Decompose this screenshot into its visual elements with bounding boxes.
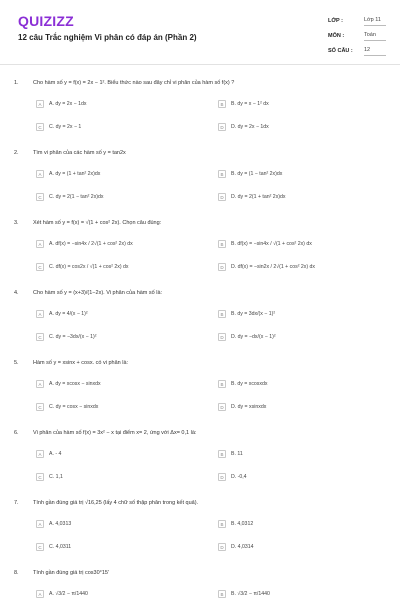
option-d[interactable] — [218, 193, 378, 203]
option-text: C. 4,0311 — [49, 544, 72, 550]
option-text: D. 4,0314 — [231, 544, 254, 550]
option-letter-box: D — [218, 263, 226, 271]
option-text: C. dy = 2x − 1 — [49, 124, 82, 130]
option-text: A. dy = (1 + tan² 2x)dx — [49, 171, 101, 177]
question-number: 1. — [14, 80, 19, 86]
option-letter-box: B — [218, 100, 226, 108]
option-a[interactable] — [36, 100, 196, 110]
question-text: Tính gần đúng giá trị cos30°15' — [33, 570, 110, 576]
question-text: Xét hàm số y = f(x) = √(1 + cos² 2x). Chọn câu đúng: — [33, 220, 162, 226]
meta-label: MÔN : — [328, 33, 345, 39]
option-text: D. dy = −dx/(x − 1)² — [231, 334, 276, 340]
option-text: B. dy = 3dx/(x − 1)² — [231, 311, 276, 317]
option-letter-box: A — [36, 520, 44, 528]
option-c[interactable] — [36, 473, 196, 483]
option-letter-box: C — [36, 193, 44, 201]
option-text: A. dy = xcosx − sinxdx — [49, 381, 101, 387]
option-a[interactable] — [36, 450, 196, 460]
meta-subject — [328, 29, 388, 43]
option-d[interactable] — [218, 123, 378, 133]
option-letter-box: B — [218, 170, 226, 178]
option-letter-box: A — [36, 590, 44, 598]
question-number: 3. — [14, 220, 19, 226]
option-text: D. dy = 2x − 1dx — [231, 124, 269, 130]
quizizz-logo: QUIZIZZ — [18, 13, 74, 29]
option-text: D. -0,4 — [231, 474, 247, 480]
header-divider — [0, 64, 400, 65]
option-d[interactable] — [218, 333, 378, 343]
option-b[interactable] — [218, 450, 378, 460]
meta-grade — [328, 14, 388, 28]
option-text: A. dy = 2x − 1dx — [49, 101, 87, 107]
option-text: B. dy = (1 − tan² 2x)dx — [231, 171, 283, 177]
option-text: B. 4,0312 — [231, 521, 254, 527]
option-a[interactable] — [36, 310, 196, 320]
question-number: 2. — [14, 150, 19, 156]
option-letter-box: C — [36, 473, 44, 481]
question-text: Tính gần đúng giá trị √16,25 (lấy 4 chữ số thập phân trong kết quả). — [33, 500, 199, 506]
option-letter-box: D — [218, 123, 226, 131]
option-b[interactable] — [218, 590, 378, 600]
option-b[interactable] — [218, 380, 378, 390]
option-b[interactable] — [218, 240, 378, 250]
option-c[interactable] — [36, 543, 196, 553]
meta-value: Toán — [364, 32, 386, 41]
option-text: A. dy = 4/(x − 1)² — [49, 311, 88, 317]
option-letter-box: C — [36, 333, 44, 341]
option-a[interactable] — [36, 240, 196, 250]
question-number: 5. — [14, 360, 19, 366]
option-text: B. 11 — [231, 451, 243, 457]
option-letter-box: D — [218, 473, 226, 481]
option-c[interactable] — [36, 193, 196, 203]
option-b[interactable] — [218, 170, 378, 180]
meta-value: Lớp 11 — [364, 17, 386, 26]
option-letter-box: A — [36, 100, 44, 108]
option-text: C. dy = cosx − sinxdx — [49, 404, 99, 410]
option-c[interactable] — [36, 403, 196, 413]
option-text: B. √3/2 − π/1440 — [231, 591, 270, 597]
option-letter-box: A — [36, 170, 44, 178]
option-text: A. 4,0313 — [49, 521, 72, 527]
option-text: D. dy = xsinxdx — [231, 404, 267, 410]
option-b[interactable] — [218, 100, 378, 110]
option-text: C. dy = 2(1 − tan² 2x)dx — [49, 194, 104, 200]
option-letter-box: C — [36, 543, 44, 551]
option-a[interactable] — [36, 380, 196, 390]
option-text: B. dy = x − 1² dx — [231, 101, 269, 107]
page-title: 12 câu Trắc nghiệm Vi phân có đáp án (Phần 2) — [18, 33, 197, 42]
question-text: Cho hàm số y = f(x) = 2x − 1². Biểu thức nào sau đây chỉ vi phân của hàm số f(x) ? — [33, 80, 235, 86]
option-letter-box: B — [218, 590, 226, 598]
option-letter-box: A — [36, 450, 44, 458]
option-c[interactable] — [36, 263, 196, 273]
meta-value: 12 — [364, 47, 386, 56]
option-b[interactable] — [218, 520, 378, 530]
option-a[interactable] — [36, 170, 196, 180]
option-text: B. df(x) = −sin4x / √(1 + cos² 2x) dx — [231, 241, 312, 247]
meta-label: LỚP : — [328, 18, 343, 24]
option-d[interactable] — [218, 263, 378, 273]
option-letter-box: B — [218, 240, 226, 248]
meta-question-count — [328, 44, 388, 58]
option-letter-box: C — [36, 403, 44, 411]
option-text: A. √3/2 − π/1440 — [49, 591, 88, 597]
option-letter-box: D — [218, 193, 226, 201]
option-letter-box: B — [218, 310, 226, 318]
option-letter-box: D — [218, 333, 226, 341]
question-text: Cho hàm số y = (x+3)/(1−2x). Vi phân của hàm số là: — [33, 290, 163, 296]
option-text: C. dy = −3dx/(x − 1)² — [49, 334, 97, 340]
option-text: D. dy = 2(1 + tan² 2x)dx — [231, 194, 286, 200]
question-text: Vi phân của hàm số f(x) = 3x² − x tại điểm x= 2, ứng với Δx= 0,1 là: — [33, 430, 197, 436]
option-a[interactable] — [36, 520, 196, 530]
option-text: A. - 4 — [49, 451, 62, 457]
question-number: 8. — [14, 570, 19, 576]
option-letter-box: D — [218, 543, 226, 551]
question-number: 7. — [14, 500, 19, 506]
option-c[interactable] — [36, 333, 196, 343]
option-letter-box: B — [218, 520, 226, 528]
option-letter-box: D — [218, 403, 226, 411]
option-b[interactable] — [218, 310, 378, 320]
option-text: D. df(x) = −sin2x / 2√(1 + cos² 2x) dx — [231, 264, 316, 270]
option-text: B. dy = xcosxdx — [231, 381, 268, 387]
meta-label: SỐ CÂU : — [328, 48, 353, 54]
option-letter-box: B — [218, 380, 226, 388]
option-letter-box: A — [36, 240, 44, 248]
option-letter-box: A — [36, 380, 44, 388]
option-text: A. df(x) = −sin4x / 2√(1 + cos² 2x) dx — [49, 241, 133, 247]
question-number: 4. — [14, 290, 19, 296]
option-text: C. df(x) = cos2x / √(1 + cos² 2x) dx — [49, 264, 129, 270]
option-letter-box: C — [36, 263, 44, 271]
option-a[interactable] — [36, 590, 196, 600]
question-text: Tìm vi phân của các hàm số y = tan2x — [33, 150, 126, 156]
option-letter-box: B — [218, 450, 226, 458]
option-d[interactable] — [218, 473, 378, 483]
option-letter-box: A — [36, 310, 44, 318]
option-d[interactable] — [218, 403, 378, 413]
question-text: Hàm số y = xsinx + cosx. có vi phân là: — [33, 360, 129, 366]
option-c[interactable] — [36, 123, 196, 133]
option-text: C. 1,1 — [49, 474, 63, 480]
question-number: 6. — [14, 430, 19, 436]
option-d[interactable] — [218, 543, 378, 553]
option-letter-box: C — [36, 123, 44, 131]
page-header — [0, 0, 400, 62]
